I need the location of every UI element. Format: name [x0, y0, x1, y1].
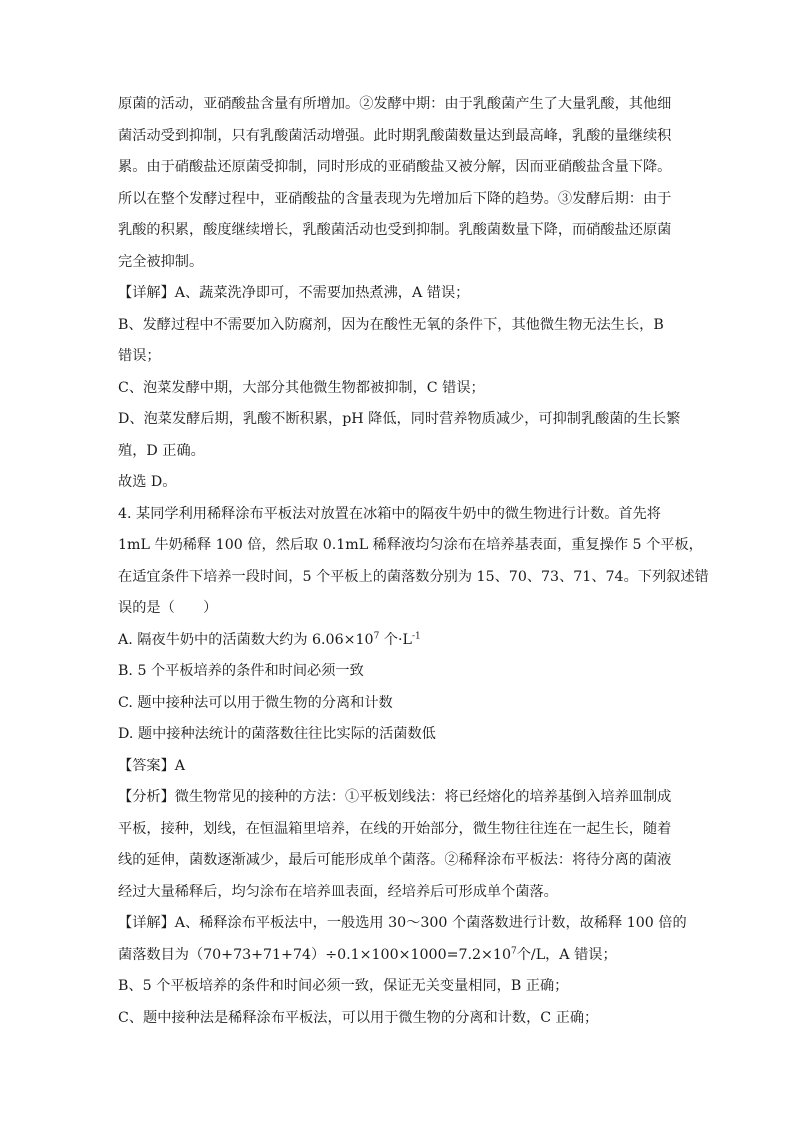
option-a-exponent: 7 — [373, 630, 380, 641]
text-line: 乳酸的积累，酸度继续增长，乳酸菌活动也受到抑制。乳酸菌数量下降，而硝酸盐还原菌 — [118, 222, 672, 238]
analysis-line: 线的延伸，菌数逐渐减少，最后可能形成单个菌落。②稀释涂布平板法：将待分离的菌液 — [118, 852, 672, 868]
text-line: 殖，D 正确。 — [118, 442, 205, 459]
option-c: C. 题中接种法可以用于微生物的分离和计数 — [118, 694, 393, 711]
option-a — [118, 630, 421, 650]
text-line: B、发酵过程中不需要加入防腐剂，因为在酸性无氧的条件下，其他微生物无法生长，B — [118, 316, 664, 333]
analysis-line: 平板，接种，划线，在恒温箱里培养，在线的开始部分，微生物往往连在一起生长，随着 — [118, 820, 672, 837]
text-line: 错误； — [118, 348, 161, 364]
option-a-unit: 个·L — [379, 631, 412, 648]
analysis-line: 【分析】微生物常见的接种的方法：①平板划线法：将已经熔化的培养基倒入培养皿制成 — [118, 789, 672, 805]
explanation-line: C、题中接种法是稀释涂布平板法，可以用于微生物的分离和计数，C 正确； — [118, 1009, 599, 1026]
text-line: 累。由于硝酸盐还原菌受抑制，同时形成的亚硝酸盐又被分解，因而亚硝酸盐含量下降。 — [118, 159, 672, 175]
option-d: D. 题中接种法统计的菌落数往往比实际的活菌数低 — [118, 726, 436, 742]
option-a-unit-exponent: -1 — [411, 630, 421, 641]
calculation-exponent: 7 — [511, 945, 517, 956]
option-a-text: A. 隔夜牛奶中的活菌数大约为 6.06×10 — [118, 631, 374, 648]
question-text: 误的是（ ） — [118, 600, 218, 616]
explanation-line: B、5 个平板培养的条件和时间必须一致，保证无关变量相同，B 正确； — [118, 978, 569, 994]
text-line: 完全被抑制。 — [118, 253, 204, 270]
question-text: 1mL 牛奶稀释 100 倍，然后取 0.1mL 稀释液均匀涂布在培养基表面，重复操作 5 个平板， — [118, 537, 703, 553]
text-line: 原菌的活动，亚硝酸盐含量有所增加。②发酵中期：由于乳酸菌产生了大量乳酸，其他细 — [118, 96, 672, 112]
calculation-line — [118, 945, 617, 965]
analysis-line: 经过大量稀释后，均匀涂布在培养皿表面，经培养后可形成单个菌落。 — [118, 883, 558, 900]
explanation-line: 【详解】A、稀释涂布平板法中，一般选用 30～300 个菌落数进行计数，故稀释 100 倍的 — [118, 915, 687, 931]
text-line: 所以在整个发酵过程中，亚硝酸盐的含量表现为先增加后下降的趋势。③发酵后期：由于 — [118, 190, 672, 207]
text-line: 【详解】A、蔬菜洗净即可，不需要加热煮沸，A 错误； — [118, 285, 470, 301]
text-line: 菌活动受到抑制，只有乳酸菌活动增强。此时期乳酸菌数量达到最高峰，乳酸的量继续积 — [118, 127, 672, 144]
question-text: 在适宜条件下培养一段时间，5 个平板上的菌落数分别为 15、70、73、71、74。下列叙述错 — [118, 568, 709, 585]
answer-line: 【答案】A — [118, 757, 185, 774]
question-text: 4. 某同学利用稀释涂布平板法对放置在冰箱中的隔夜牛奶中的微生物进行计数。首先将 — [118, 505, 661, 522]
calculation-text: 菌落数目为（70+73+71+74）÷0.1×100×1000=7.2×10 — [118, 946, 511, 963]
option-b: B. 5 个平板培养的条件和时间必须一致 — [118, 663, 364, 679]
text-line: D、泡菜发酵后期，乳酸不断积累，pH 降低，同时营养物质减少，可抑制乳酸菌的生长繁 — [118, 411, 681, 427]
text-line: 故选 D。 — [118, 474, 177, 490]
calculation-tail: 个/L，A 错误； — [516, 946, 617, 963]
text-line: C、泡菜发酵中期，大部分其他微生物都被抑制，C 错误； — [118, 379, 485, 396]
